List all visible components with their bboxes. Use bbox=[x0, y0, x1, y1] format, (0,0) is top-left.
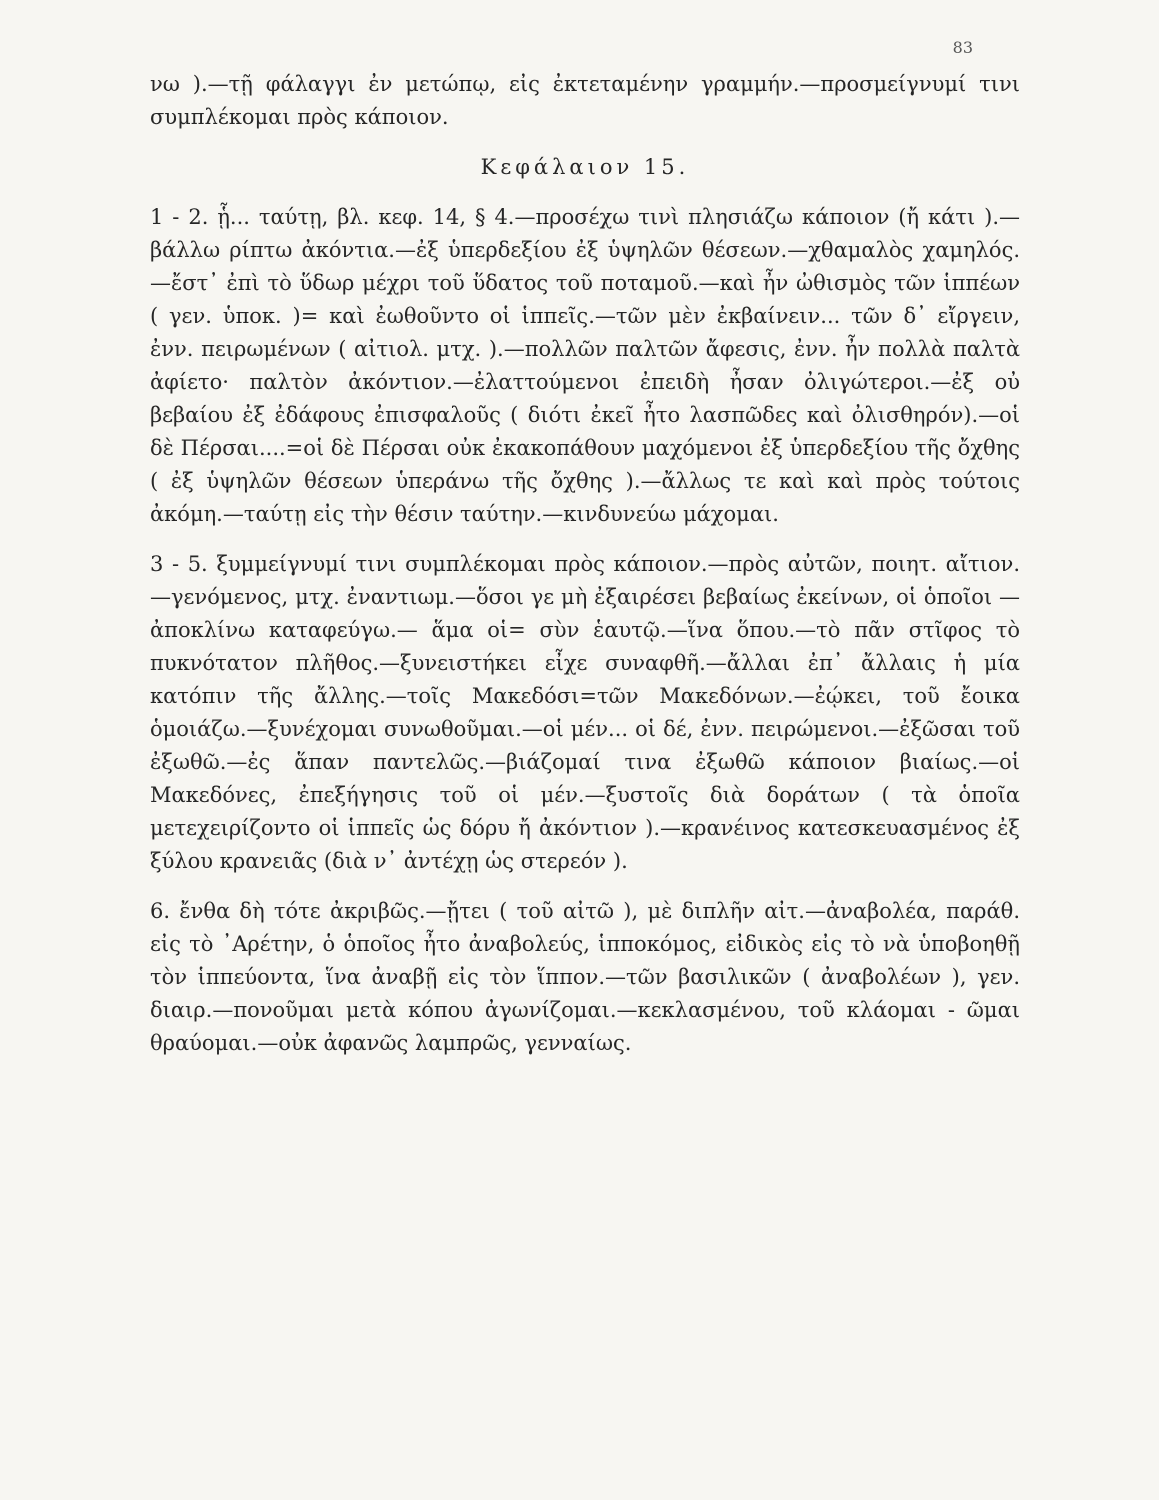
text-body bbox=[150, 68, 1020, 1060]
paragraph-section-1-2: 1 - 2. ᾗ... ταύτῃ, βλ. κεφ. 14, § 4.—προσέχω τινὶ πλησιάζω κάποιον (ἤ κάτι ).—βάλλω ρίπτω ἀκόντια.—ἐξ ὑπερδεξίου ἐξ ὑψηλῶν θέσεων.—χθαμαλὸς χαμηλός.—ἔστ᾽ ἐπὶ τὸ ὕδωρ μέχρι τοῦ ὕδατος τοῦ ποταμοῦ.—καὶ ἦν ὠθισμὸς τῶν ἱππέων ( γεν. ὑποκ. )= καὶ ἐωθοῦντο οἱ ἱππεῖς.—τῶν μὲν ἐκβαίνειν... τῶν δ᾽ εἴργειν, ἐνν. πειρωμένων ( αἰτιολ. μτχ. ).—πολλῶν παλτῶν ἄφεσις, ἐνν. ἦν πολλὰ παλτὰ ἀφίετο· παλτὸν ἀκόντιον.—ἐλαττούμενοι ἐπειδὴ ἦσαν ὀλιγώτεροι.—ἐξ οὐ βεβαίου ἐξ ἐδάφους ἐπισφαλοῦς ( διότι ἐκεῖ ἦτο λασπῶδες καὶ ὀλισθηρόν).—οἱ δὲ Πέρσαι....=οἱ δὲ Πέρσαι οὐκ ἐκακοπάθουν μαχόμενοι ἐξ ὑπερδεξίου τῆς ὄχθης ( ἐξ ὑψηλῶν θέσεων ὑπεράνω τῆς ὄχθης ).—ἄλλως τε καὶ καὶ πρὸς τούτοις ἀκόμη.—ταύτῃ εἰς τὴν θέσιν ταύτην.—κινδυνεύω μάχομαι. bbox=[150, 205, 1020, 526]
paragraph-section-3-5: 3 - 5. ξυμμείγνυμί τινι συμπλέκομαι πρὸς κάποιον.—πρὸς αὐτῶν, ποιητ. αἴτιον.—γενόμενος, μτχ. ἐναντιωμ.—ὅσοι γε μὴ ἐξαιρέσει βεβαίως ἐκείνων, οἱ ὁποῖοι —ἀποκλίνω καταφεύγω.— ἅμα οἱ= σὺν ἑαυτῷ.—ἵνα ὅπου.—τὸ πᾶν στῖφος τὸ πυκνότατον πλῆθος.—ξυνειστήκει εἶχε συναφθῆ.—ἄλλαι ἐπ᾽ ἄλλαις ἡ μία κατόπιν τῆς ἄλλης.—τοῖς Μακεδόσι=τῶν Μακεδόνων.—ἐῴκει, τοῦ ἔοικα ὁμοιάζω.—ξυνέχομαι συνωθοῦμαι.—οἱ μέν... οἱ δέ, ἐνν. πειρώμενοι.—ἐξῶσαι τοῦ ἐξωθῶ.—ἐς ἅπαν παντελῶς.—βιάζομαί τινα ἐξωθῶ κάποιον βιαίως.—οἱ Μακεδόνες, ἐπεξήγησις τοῦ οἱ μέν.—ξυστοῖς διὰ δοράτων ( τὰ ὁποῖα μετεχειρίζοντο οἱ ἱππεῖς ὡς δόρυ ἤ ἀκόντιον ).—κρανέινος κατεσκευασμένος ἐξ ξύλου κρανειᾶς (διὰ ν᾽ ἀντέχῃ ὡς στερεόν ). bbox=[150, 552, 1020, 873]
page-number: 83 bbox=[952, 38, 973, 57]
paragraph-continuation: νω ).—τῇ φάλαγγι ἐν μετώπῳ, εἰς ἐκτεταμένην γραμμήν.—προσμείγνυμί τινι συμπλέκομαι πρὸς κάποιον. bbox=[150, 72, 1020, 129]
paragraph-section-6: 6. ἔνθα δὴ τότε ἀκριβῶς.—ᾔτει ( τοῦ αἰτῶ ), μὲ διπλῆν αἰτ.—ἀναβολέα, παράθ. εἰς τὸ ᾿Αρέτην, ὁ ὁποῖος ἦτο ἀναβολεύς, ἱπποκόμος, εἰδικὸς εἰς τὸ νὰ ὑποβοηθῇ τὸν ἱππεύοντα, ἵνα ἀναβῇ εἰς τὸν ἵππον.—τῶν βασιλικῶν ( ἀναβολέων ), γεν. διαιρ.—πονοῦμαι μετὰ κόπου ἀγωνίζομαι.—κεκλασμένου, τοῦ κλάομαι - ῶμαι θραύομαι.—οὐκ ἀφανῶς λαμπρῶς, γενναίως. bbox=[150, 899, 1020, 1055]
chapter-heading: Κεφάλαιον 15. bbox=[480, 155, 690, 179]
